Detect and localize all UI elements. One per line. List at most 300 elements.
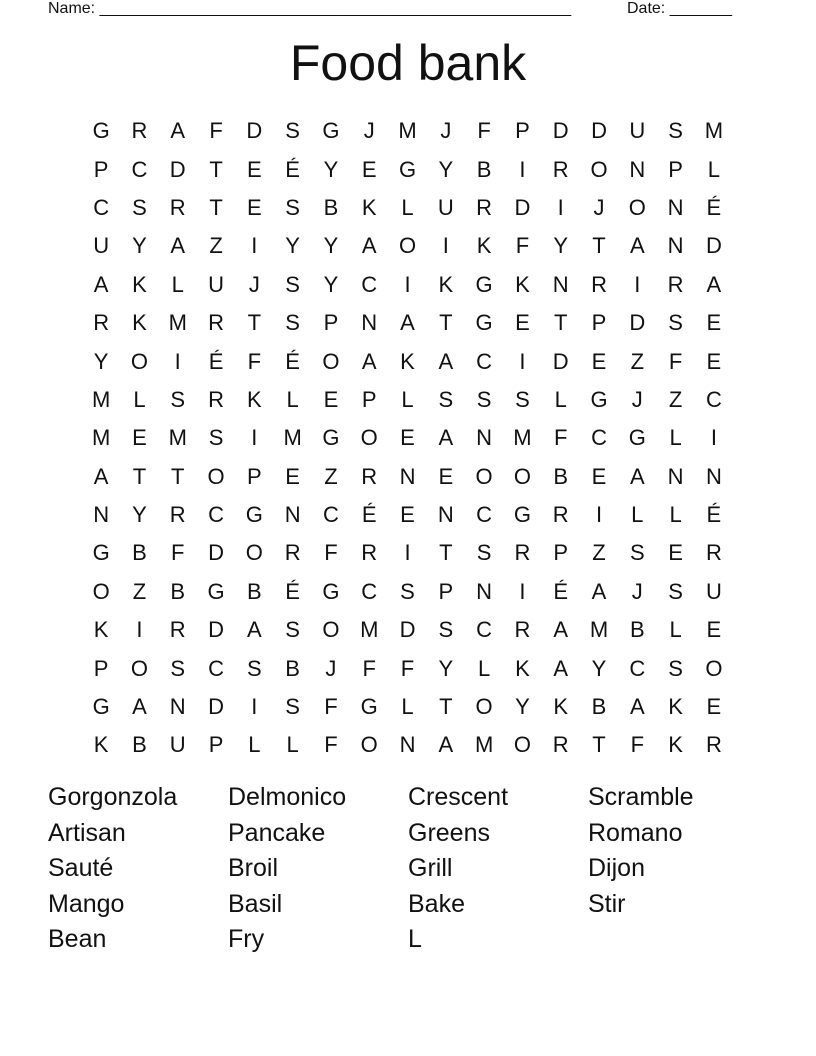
grid-cell: R (591, 271, 607, 297)
grid-cell: M (704, 118, 724, 144)
grid-cell: D (208, 540, 224, 566)
grid-cell: C (476, 348, 493, 374)
word-list-item: Artisan (48, 818, 126, 847)
grid-cell: L (669, 617, 682, 643)
grid-cell: A (591, 578, 607, 604)
grid-cell: S (476, 540, 492, 566)
grid-cell: A (132, 694, 147, 720)
grid-cell: L (133, 386, 146, 412)
grid-cell: I (442, 233, 449, 259)
grid-cell: U (169, 732, 186, 758)
grid-cell: C (361, 271, 378, 297)
grid-cell: R (361, 540, 378, 566)
grid-cell: S (285, 194, 300, 220)
date-field-label: Date: _______ (627, 0, 732, 17)
grid-cell: A (361, 233, 377, 259)
grid-cell: C (208, 502, 224, 528)
grid-cell: Z (630, 348, 645, 374)
word-list-item: Stir (588, 889, 626, 918)
grid-cell: É (285, 578, 300, 604)
grid-cell: P (668, 156, 683, 182)
grid-cell: M (398, 118, 417, 144)
grid-cell: G (322, 578, 340, 604)
grid-cell: M (91, 386, 111, 412)
grid-cell: S (668, 310, 683, 336)
grid-cell: G (322, 118, 340, 144)
grid-cell: L (286, 386, 299, 412)
grid-cell: Y (132, 233, 147, 259)
grid-cell: F (362, 655, 376, 681)
grid-cell: P (246, 463, 262, 489)
grid-cell: N (399, 463, 416, 489)
grid-cell: N (667, 463, 684, 489)
grid-cell: L (248, 732, 261, 758)
grid-cell: S (132, 194, 147, 220)
grid-cell: N (667, 194, 684, 220)
grid-cell: E (706, 310, 722, 336)
grid-cell: K (515, 655, 530, 681)
grid-cell: B (170, 578, 186, 604)
grid-cell: B (323, 194, 339, 220)
grid-cell: P (515, 118, 530, 144)
grid-cell: D (552, 348, 569, 374)
grid-cell: T (171, 463, 185, 489)
grid-cell: S (438, 386, 454, 412)
grid-cell: J (248, 271, 260, 297)
grid-cell: O (322, 617, 340, 643)
word-list-item: Scramble (588, 783, 694, 811)
grid-cell: L (669, 502, 682, 528)
grid-cell: D (552, 118, 569, 144)
grid-cell: I (251, 425, 258, 451)
grid-cell: C (361, 578, 378, 604)
grid-cell: J (631, 578, 643, 604)
grid-cell: N (169, 694, 186, 720)
grid-cell: A (170, 118, 186, 144)
grid-cell: E (515, 310, 530, 336)
grid-cell: T (439, 694, 453, 720)
grid-cell: M (513, 425, 532, 451)
grid-cell: K (515, 271, 530, 297)
grid-cell: C (93, 194, 110, 220)
word-list-item: Pancake (228, 818, 326, 847)
grid-cell: M (589, 617, 609, 643)
grid-cell: Y (438, 655, 454, 681)
grid-cell: C (131, 156, 148, 182)
grid-cell: É (285, 348, 300, 374)
page-title: Food bank (289, 35, 527, 91)
grid-cell: O (360, 732, 378, 758)
grid-cell: N (93, 502, 110, 528)
grid-cell: L (707, 156, 721, 182)
grid-cell: P (553, 540, 569, 566)
grid-cell: R (169, 194, 186, 220)
grid-cell: M (283, 425, 302, 451)
grid-cell: I (251, 694, 258, 720)
grid-cell: I (557, 194, 564, 220)
grid-cell: Y (323, 233, 339, 259)
grid-cell: R (169, 502, 186, 528)
grid-cell: S (515, 386, 530, 412)
grid-cell: T (247, 310, 262, 336)
grid-cell: P (591, 310, 607, 336)
grid-cell: O (475, 463, 493, 489)
word-list-item: Greens (408, 818, 490, 847)
grid-cell: R (552, 156, 569, 182)
grid-cell: N (476, 578, 493, 604)
grid-cell: S (668, 578, 683, 604)
grid-cell: R (514, 617, 531, 643)
grid-cell: K (668, 694, 683, 720)
grid-cell: E (400, 425, 415, 451)
grid-cell: Y (132, 502, 147, 528)
grid-cell: A (93, 463, 109, 489)
grid-cell: Z (668, 386, 683, 412)
grid-cell: O (92, 578, 110, 604)
grid-cell: O (475, 694, 493, 720)
word-list-item: Bake (408, 889, 465, 918)
word-list-item: Bean (48, 925, 107, 953)
grid-cell: G (590, 386, 608, 412)
grid-cell: L (477, 655, 491, 681)
grid-cell: E (668, 540, 683, 566)
grid-cell: K (476, 233, 492, 259)
grid-cell: I (710, 425, 717, 451)
grid-cell: R (552, 502, 569, 528)
grid-cell: Y (591, 655, 607, 681)
grid-cell: S (285, 118, 300, 144)
grid-cell: I (174, 348, 181, 374)
grid-cell: T (439, 540, 453, 566)
grid-cell: É (361, 502, 377, 528)
grid-cell: A (438, 732, 454, 758)
grid-cell: A (629, 233, 645, 259)
grid-cell: J (440, 118, 452, 144)
grid-cell: D (705, 233, 722, 259)
grid-cell: C (705, 386, 722, 412)
grid-cell: B (132, 732, 147, 758)
grid-cell: C (629, 655, 646, 681)
grid-cell: A (629, 694, 645, 720)
grid-cell: F (515, 233, 530, 259)
grid-cell: S (438, 617, 454, 643)
grid-cell: E (591, 348, 607, 374)
grid-cell: E (246, 156, 262, 182)
grid-cell: S (285, 694, 300, 720)
name-field-label: Name: _____________________________________________________ (48, 0, 572, 17)
grid-cell: K (668, 732, 683, 758)
grid-cell: A (93, 271, 109, 297)
grid-cell: F (553, 425, 568, 451)
grid-cell: K (132, 271, 147, 297)
grid-cell: A (438, 348, 454, 374)
grid-cell: I (404, 271, 411, 297)
grid-cell: S (170, 655, 186, 681)
grid-cell: U (93, 233, 110, 259)
grid-cell: O (398, 233, 417, 259)
word-list-item: L (408, 925, 422, 953)
grid-cell: L (286, 732, 299, 758)
grid-cell: N (667, 233, 684, 259)
grid-cell: M (168, 310, 187, 336)
grid-cell: T (592, 732, 606, 758)
grid-cell: Y (93, 348, 109, 374)
grid-cell: A (629, 463, 645, 489)
grid-cell: R (705, 732, 722, 758)
grid-cell: A (553, 617, 569, 643)
grid-cell: E (400, 502, 415, 528)
grid-cell: G (360, 694, 378, 720)
grid-cell: P (93, 655, 109, 681)
grid-cell: I (404, 540, 411, 566)
grid-cell: L (554, 386, 567, 412)
grid-cell: U (208, 271, 224, 297)
grid-cell: M (360, 617, 379, 643)
grid-cell: P (93, 156, 109, 182)
grid-cell: F (209, 118, 223, 144)
grid-cell: D (208, 617, 224, 643)
grid-cell: Y (285, 233, 300, 259)
grid-cell: S (668, 655, 683, 681)
grid-cell: I (136, 617, 143, 643)
grid-cell: G (92, 118, 110, 144)
grid-cell: I (519, 156, 526, 182)
grid-cell: D (591, 118, 607, 144)
grid-cell: J (593, 194, 605, 220)
grid-cell: O (130, 655, 148, 681)
word-search-grid (82, 112, 733, 765)
word-list-item: Fry (228, 925, 265, 953)
word-list (48, 780, 768, 958)
grid-cell: Z (592, 540, 606, 566)
grid-cell: G (322, 425, 340, 451)
grid-cell: D (399, 617, 416, 643)
grid-cell: T (132, 463, 147, 489)
grid-cell: O (513, 463, 531, 489)
grid-cell: S (285, 271, 300, 297)
grid-cell: T (592, 233, 606, 259)
word-list-item: Romano (588, 818, 683, 847)
grid-cell: C (476, 502, 493, 528)
grid-cell: J (325, 655, 337, 681)
grid-cell: I (251, 233, 258, 259)
grid-cell: T (553, 310, 568, 336)
grid-cell: K (132, 310, 147, 336)
grid-cell: C (208, 655, 224, 681)
grid-cell: D (169, 156, 186, 182)
grid-cell: G (207, 578, 225, 604)
grid-cell: E (706, 617, 722, 643)
grid-cell: Y (438, 156, 454, 182)
grid-cell: A (553, 655, 569, 681)
grid-cell: J (363, 118, 375, 144)
grid-cell: S (476, 386, 492, 412)
grid-cell: F (400, 655, 415, 681)
grid-cell: L (401, 194, 414, 220)
word-list-item: Mango (48, 889, 125, 918)
grid-cell: A (170, 233, 186, 259)
grid-cell: G (628, 425, 646, 451)
grid-cell: S (629, 540, 645, 566)
grid-cell: B (553, 463, 569, 489)
grid-cell: Z (324, 463, 338, 489)
grid-cell: K (246, 386, 262, 412)
grid-cell: I (595, 502, 603, 528)
grid-cell: P (361, 386, 377, 412)
grid-cell: L (401, 386, 414, 412)
grid-cell: P (208, 732, 224, 758)
grid-cell: Y (553, 233, 569, 259)
word-list-item: Sauté (48, 854, 114, 882)
grid-cell: R (131, 118, 148, 144)
grid-cell: R (552, 732, 569, 758)
grid-cell: G (475, 271, 493, 297)
grid-cell: É (553, 578, 569, 604)
grid-cell: Y (515, 694, 530, 720)
grid-cell: E (438, 463, 454, 489)
grid-cell: B (476, 156, 492, 182)
grid-cell: L (401, 694, 414, 720)
grid-cell: L (669, 425, 682, 451)
grid-cell: R (667, 271, 684, 297)
grid-cell: F (324, 732, 338, 758)
grid-cell: S (246, 655, 262, 681)
grid-cell: S (170, 386, 186, 412)
grid-cell: R (705, 540, 722, 566)
grid-cell: N (629, 156, 646, 182)
grid-cell: I (519, 578, 526, 604)
grid-cell: O (245, 540, 263, 566)
grid-cell: R (361, 463, 378, 489)
grid-cell: G (475, 310, 493, 336)
grid-cell: R (514, 540, 531, 566)
grid-cell: F (630, 732, 645, 758)
word-list-item: Dijon (588, 854, 645, 882)
grid-cell: A (438, 425, 454, 451)
grid-cell: G (245, 502, 263, 528)
grid-cell: T (209, 156, 223, 182)
grid-cell: F (324, 694, 338, 720)
grid-cell: B (132, 540, 147, 566)
grid-cell: M (91, 425, 111, 451)
grid-cell: E (323, 386, 339, 412)
grid-cell: S (285, 310, 300, 336)
grid-cell: A (246, 617, 262, 643)
grid-cell: E (246, 194, 262, 220)
grid-cell: U (705, 578, 722, 604)
grid-cell: J (631, 386, 643, 412)
grid-cell: S (208, 425, 224, 451)
grid-cell: P (438, 578, 454, 604)
grid-cell: G (513, 502, 531, 528)
grid-cell: U (629, 118, 646, 144)
grid-cell: B (629, 617, 645, 643)
grid-cell: D (629, 310, 646, 336)
grid-cell: O (322, 348, 340, 374)
grid-cell: O (130, 348, 148, 374)
grid-cell: E (706, 348, 722, 374)
grid-cell: R (208, 310, 224, 336)
grid-cell: S (400, 578, 415, 604)
grid-cell: É (208, 348, 224, 374)
grid-cell: O (360, 425, 378, 451)
grid-cell: F (668, 348, 683, 374)
grid-cell: D (246, 118, 263, 144)
grid-cell: E (591, 463, 607, 489)
grid-cell: O (628, 194, 646, 220)
grid-cell: M (474, 732, 494, 758)
grid-cell: K (438, 271, 454, 297)
word-list-item: Broil (228, 854, 279, 882)
grid-cell: E (361, 156, 377, 182)
grid-cell: A (706, 271, 722, 297)
grid-cell: P (323, 310, 339, 336)
word-list-item: Gorgonzola (48, 783, 178, 811)
grid-cell: G (92, 540, 110, 566)
grid-cell: O (207, 463, 225, 489)
grid-cell: N (361, 310, 378, 336)
grid-cell: S (285, 617, 300, 643)
word-list-item: Crescent (408, 783, 509, 811)
grid-cell: C (591, 425, 607, 451)
word-list-item: Basil (228, 889, 283, 918)
word-list-item: Delmonico (228, 783, 347, 811)
grid-cell: I (519, 348, 526, 374)
grid-cell: Z (132, 578, 147, 604)
grid-cell: G (398, 156, 417, 182)
grid-cell: E (706, 694, 722, 720)
grid-cell: N (705, 463, 722, 489)
grid-cell: Z (209, 233, 223, 259)
grid-cell: D (208, 694, 224, 720)
grid-cell: S (668, 118, 683, 144)
grid-cell: A (400, 310, 415, 336)
word-list-item: Grill (408, 854, 453, 882)
grid-cell: R (476, 194, 493, 220)
grid-cell: L (631, 502, 644, 528)
grid-cell: N (476, 425, 493, 451)
grid-cell: R (284, 540, 301, 566)
grid-cell: R (208, 386, 224, 412)
grid-cell: U (437, 194, 454, 220)
grid-cell: F (247, 348, 262, 374)
grid-cell: K (400, 348, 415, 374)
grid-cell: E (285, 463, 300, 489)
grid-cell: D (514, 194, 531, 220)
grid-cell: K (553, 694, 569, 720)
grid-cell: K (361, 194, 377, 220)
grid-cell: O (705, 655, 723, 681)
grid-cell: B (591, 694, 607, 720)
grid-cell: E (132, 425, 147, 451)
grid-cell: K (93, 732, 109, 758)
grid-cell: R (169, 617, 186, 643)
grid-cell: I (634, 271, 641, 297)
grid-cell: T (209, 194, 223, 220)
grid-cell: T (439, 310, 453, 336)
grid-cell: K (93, 617, 109, 643)
worksheet-header (48, 0, 732, 18)
grid-cell: R (93, 310, 110, 336)
grid-cell: C (322, 502, 339, 528)
grid-cell: É (706, 194, 722, 220)
grid-cell: Y (323, 156, 339, 182)
grid-cell: F (324, 540, 338, 566)
grid-cell: Y (323, 271, 339, 297)
grid-cell: É (706, 502, 722, 528)
grid-cell: A (361, 348, 377, 374)
grid-cell: L (171, 271, 184, 297)
